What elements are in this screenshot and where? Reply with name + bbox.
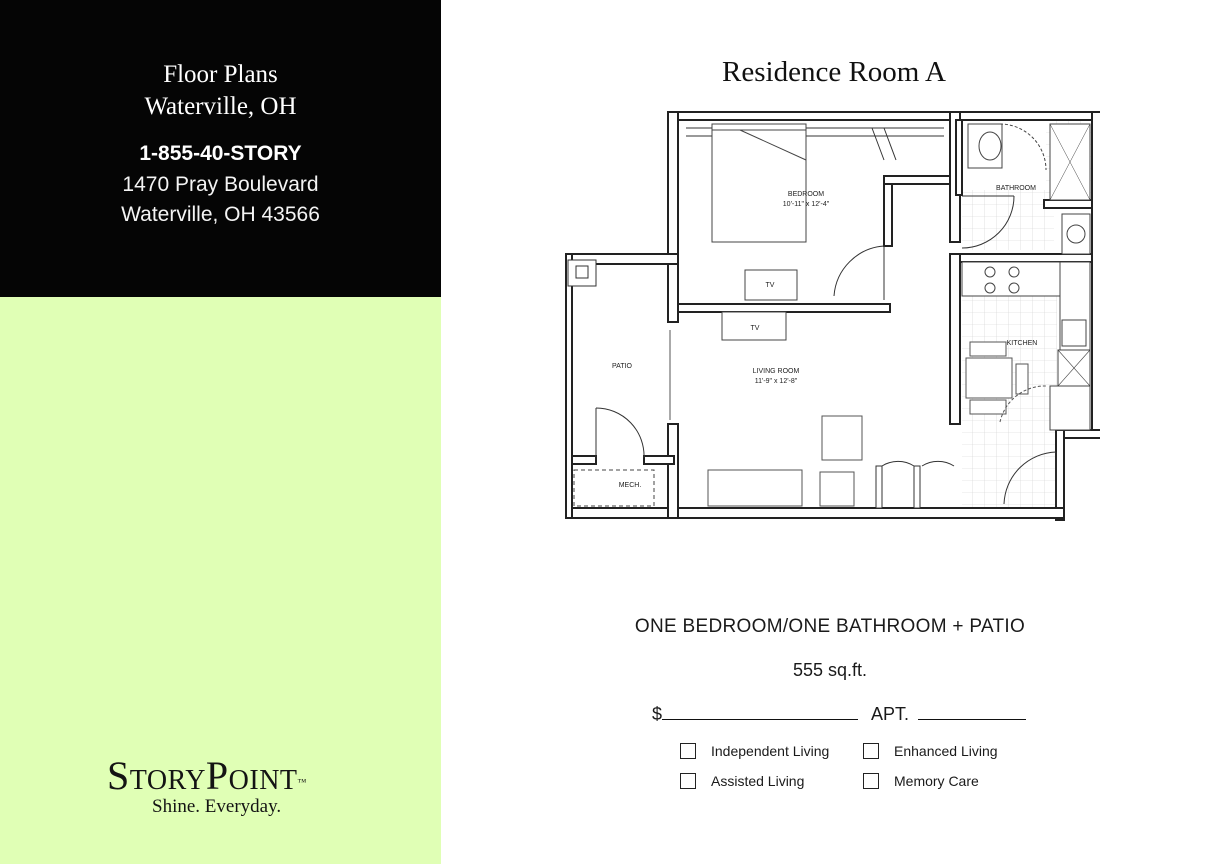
patio-label: PATIO: [612, 363, 632, 370]
apt-label: APT.: [871, 704, 910, 724]
unit-type: ONE BEDROOM/ONE BATHROOM + PATIO: [634, 616, 1026, 637]
living-room-dims: 11'-9" x 12'-8": [754, 378, 798, 385]
option-memory-care[interactable]: [863, 773, 979, 789]
checkbox[interactable]: [863, 773, 879, 789]
unit-area: 555 sq.ft.: [792, 660, 868, 680]
option-enhanced-living[interactable]: [863, 743, 998, 759]
price-apt-row: [652, 703, 1026, 725]
mech-label: MECH.: [618, 482, 642, 489]
checkbox[interactable]: [863, 743, 879, 759]
option-assisted-living[interactable]: [680, 773, 804, 789]
contact-panel: [0, 0, 441, 297]
apt-field[interactable]: [918, 703, 1026, 720]
phone-number[interactable]: 1-855-40-STORY: [139, 142, 302, 165]
tv-label-living: TV: [750, 325, 760, 332]
floor-plan-diagram: [560, 106, 1100, 524]
option-label: Independent Living: [711, 743, 830, 759]
living-furniture: [708, 416, 862, 506]
plan-title: Residence Room A: [722, 56, 946, 88]
logo-tm: ™: [297, 777, 307, 787]
checkbox[interactable]: [680, 773, 696, 789]
checkbox[interactable]: [680, 743, 696, 759]
option-label: Memory Care: [894, 773, 979, 789]
bedroom-door: [834, 246, 884, 300]
bed: [712, 124, 806, 242]
bathroom-label: BATHROOM: [996, 185, 1036, 192]
address-city: Waterville, OH 43566: [121, 203, 320, 226]
logo-brand: StoryPoint: [107, 753, 298, 798]
mech-closet: [574, 470, 654, 506]
price-label: $: [652, 704, 663, 724]
location-heading: Waterville, OH: [144, 93, 297, 120]
closet-doors: [876, 461, 954, 508]
bedroom-dims: 10'-11" x 12'-4": [782, 201, 830, 208]
living-room-label: LIVING ROOM: [752, 368, 800, 375]
option-label: Assisted Living: [711, 773, 805, 789]
patio-fixture: [568, 260, 596, 286]
patio-door: [596, 408, 644, 460]
price-field[interactable]: [662, 703, 858, 720]
option-independent-living[interactable]: [680, 743, 829, 759]
floor-plans-heading: Floor Plans: [163, 61, 278, 88]
kitchen-label: KITCHEN: [1006, 340, 1038, 347]
logo-tagline: Shine. Everyday.: [152, 796, 282, 817]
storypoint-logo: [107, 754, 307, 818]
option-label: Enhanced Living: [894, 743, 998, 759]
address-street: 1470 Pray Boulevard: [122, 173, 319, 196]
tv-label-bedroom: TV: [765, 282, 775, 289]
bedroom-label: BEDROOM: [787, 191, 825, 198]
